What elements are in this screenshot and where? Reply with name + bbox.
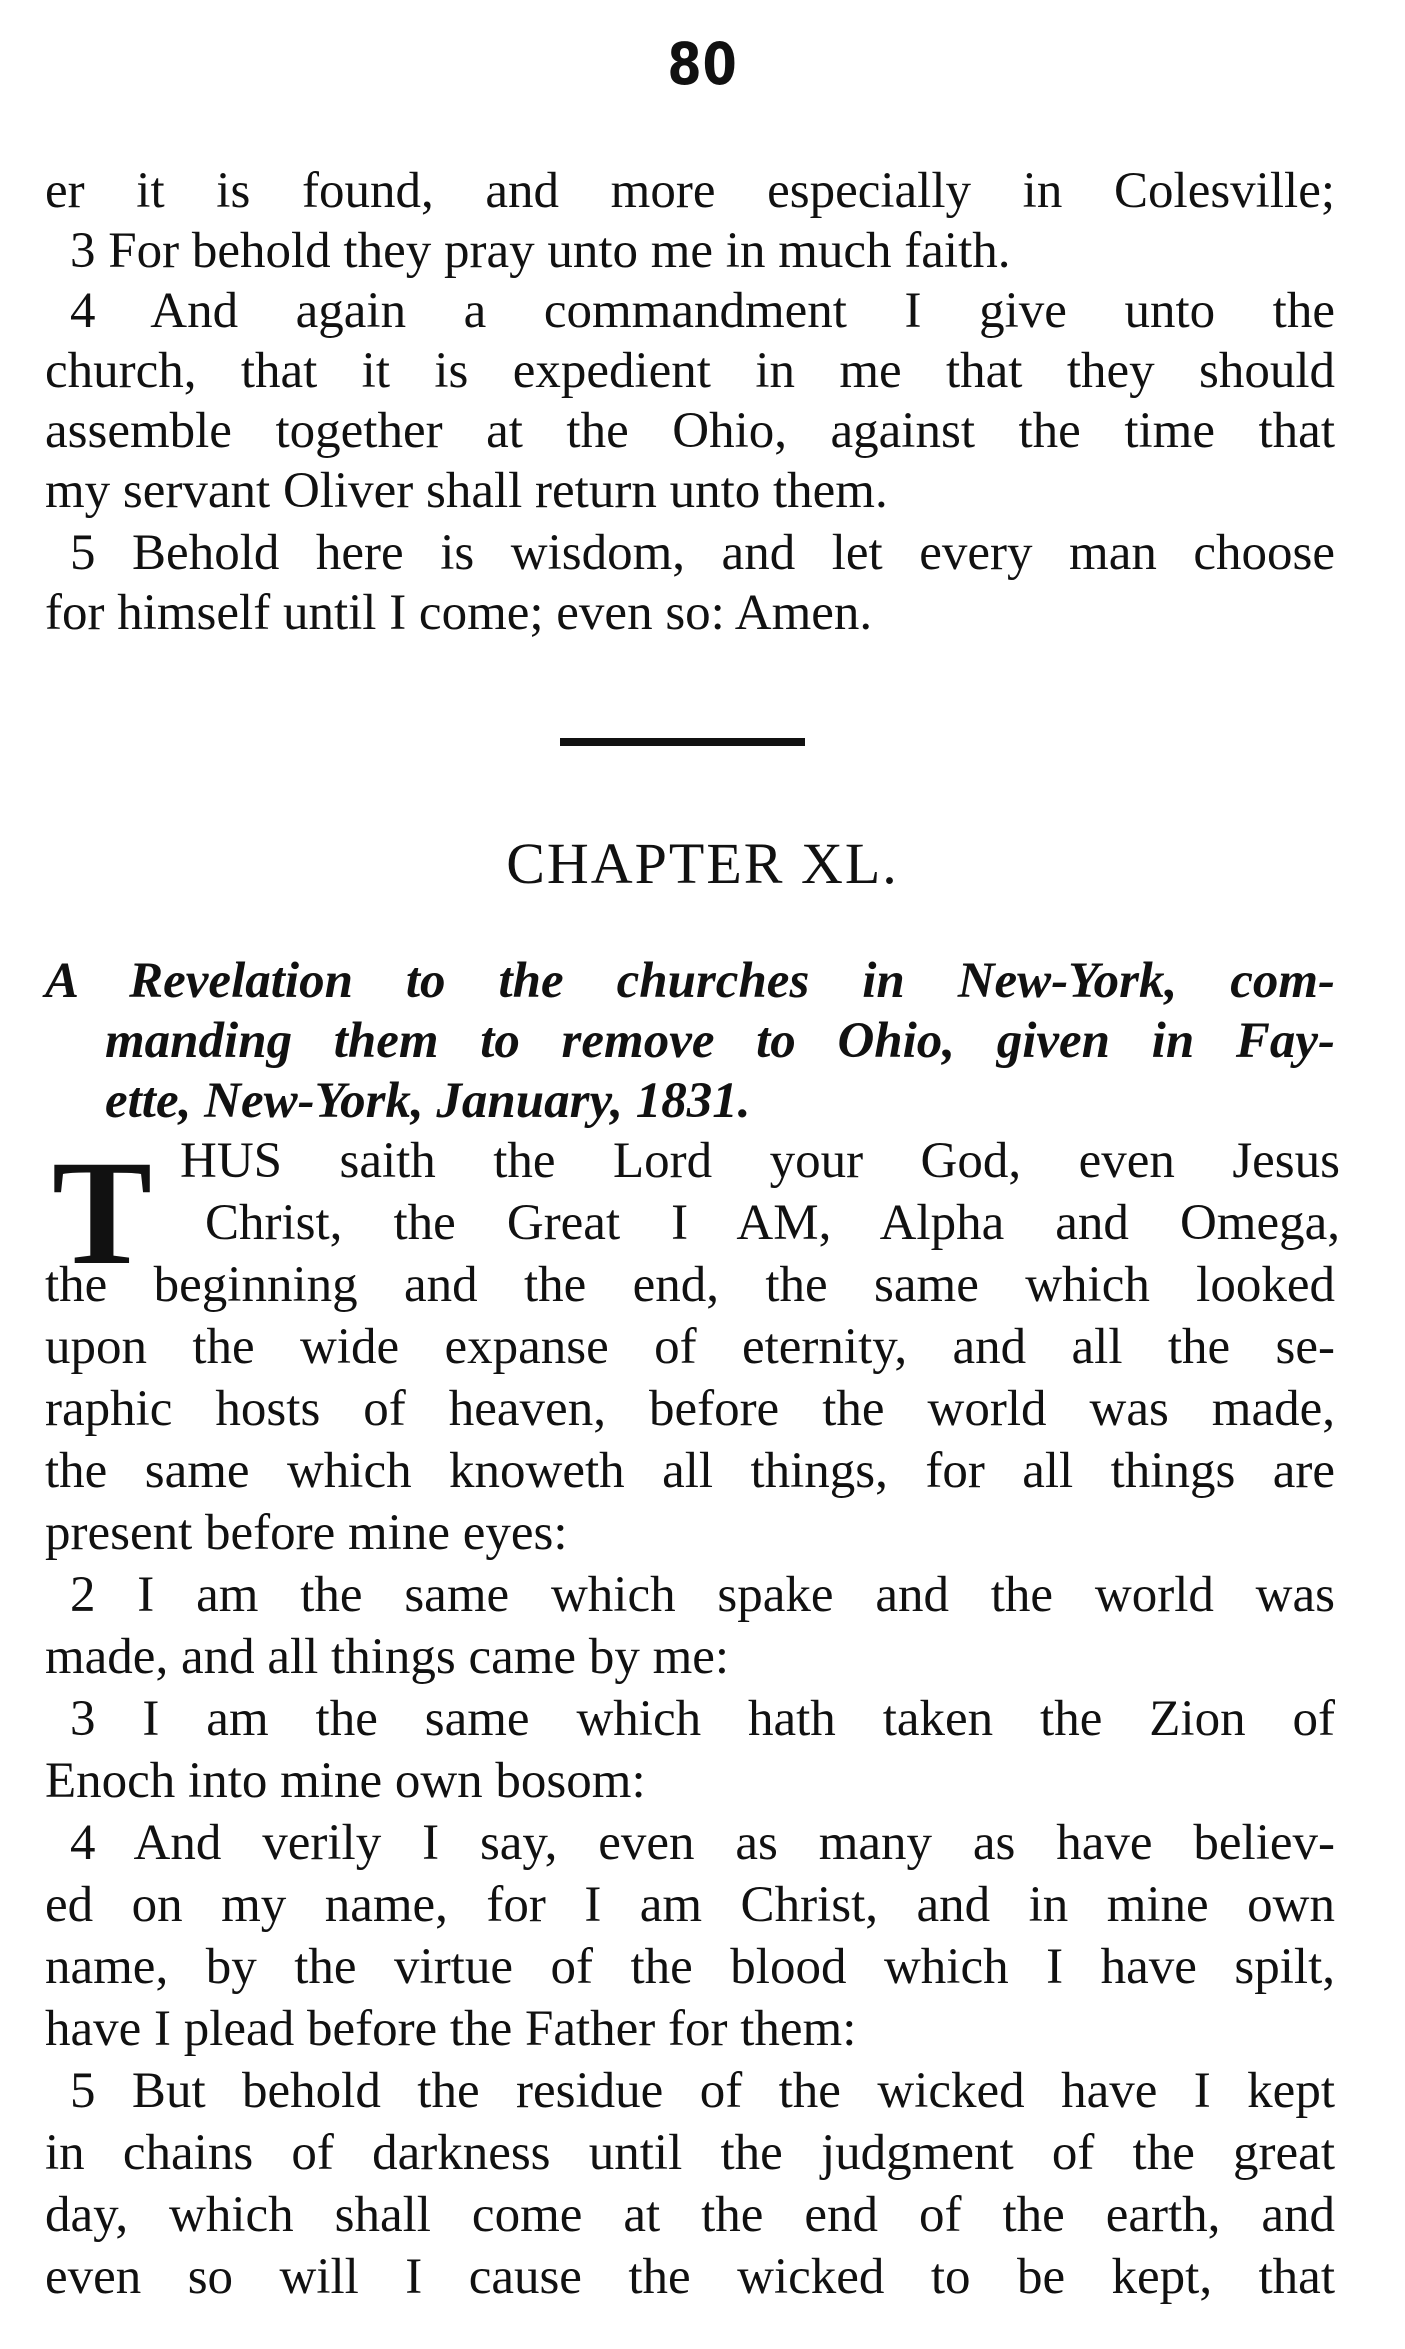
text-line: 4 And again a commandment I give unto the xyxy=(70,283,1335,339)
text-line: even so will I cause the wicked to be kept, that xyxy=(45,2249,1335,2305)
text-line: 5 Behold here is wisdom, and let every man choose xyxy=(70,525,1335,581)
text-line: 5 But behold the residue of the wicked have I kept xyxy=(70,2063,1335,2119)
text-line: 3 For behold they pray unto me in much faith. xyxy=(70,223,1011,279)
text-line: 2 I am the same which spake and the world was xyxy=(70,1567,1335,1623)
text-line: day, which shall come at the end of the earth, and xyxy=(45,2187,1335,2243)
text-line: have I plead before the Father for them: xyxy=(45,2001,857,2057)
text-line: for himself until I come; even so: Amen. xyxy=(45,585,873,641)
text-line: upon the wide expanse of eternity, and all the se- xyxy=(45,1319,1335,1375)
text-line: name, by the virtue of the blood which I have spilt, xyxy=(45,1939,1335,1995)
heading-line: ette, New-York, January, 1831. xyxy=(105,1073,751,1129)
text-line: assemble together at the Ohio, against the time that xyxy=(45,403,1335,459)
heading-line: A Revelation to the churches in New-York, com- xyxy=(45,953,1335,1009)
chapter-title: CHAPTER XL. xyxy=(506,831,899,896)
text-line: er it is found, and more especially in Colesville; xyxy=(45,163,1335,219)
section-divider xyxy=(560,738,805,746)
heading-line: manding them to remove to Ohio, given in Fay- xyxy=(105,1013,1335,1069)
text-line: Christ, the Great I AM, Alpha and Omega, xyxy=(205,1195,1340,1251)
text-line: the same which knoweth all things, for all things are xyxy=(45,1443,1335,1499)
text-line: present before mine eyes: xyxy=(45,1505,568,1561)
text-line: made, and all things came by me: xyxy=(45,1629,730,1685)
text-line: Enoch into mine own bosom: xyxy=(45,1753,646,1809)
text-line: 3 I am the same which hath taken the Zion of xyxy=(70,1691,1335,1747)
text-line: in chains of darkness until the judgment of the great xyxy=(45,2125,1335,2181)
drop-cap: T xyxy=(52,1130,153,1296)
text-line: raphic hosts of heaven, before the world was made, xyxy=(45,1381,1335,1437)
text-line: 4 And verily I say, even as many as have believ- xyxy=(70,1815,1335,1871)
text-line: the beginning and the end, the same which looked xyxy=(45,1257,1335,1313)
text-line: church, that it is expedient in me that they should xyxy=(45,343,1335,399)
text-line: HUS saith the Lord your God, even Jesus xyxy=(180,1133,1340,1189)
page-number: 80 xyxy=(667,30,738,98)
text-line: ed on my name, for I am Christ, and in mine own xyxy=(45,1877,1335,1933)
text-line: my servant Oliver shall return unto them. xyxy=(45,463,888,519)
